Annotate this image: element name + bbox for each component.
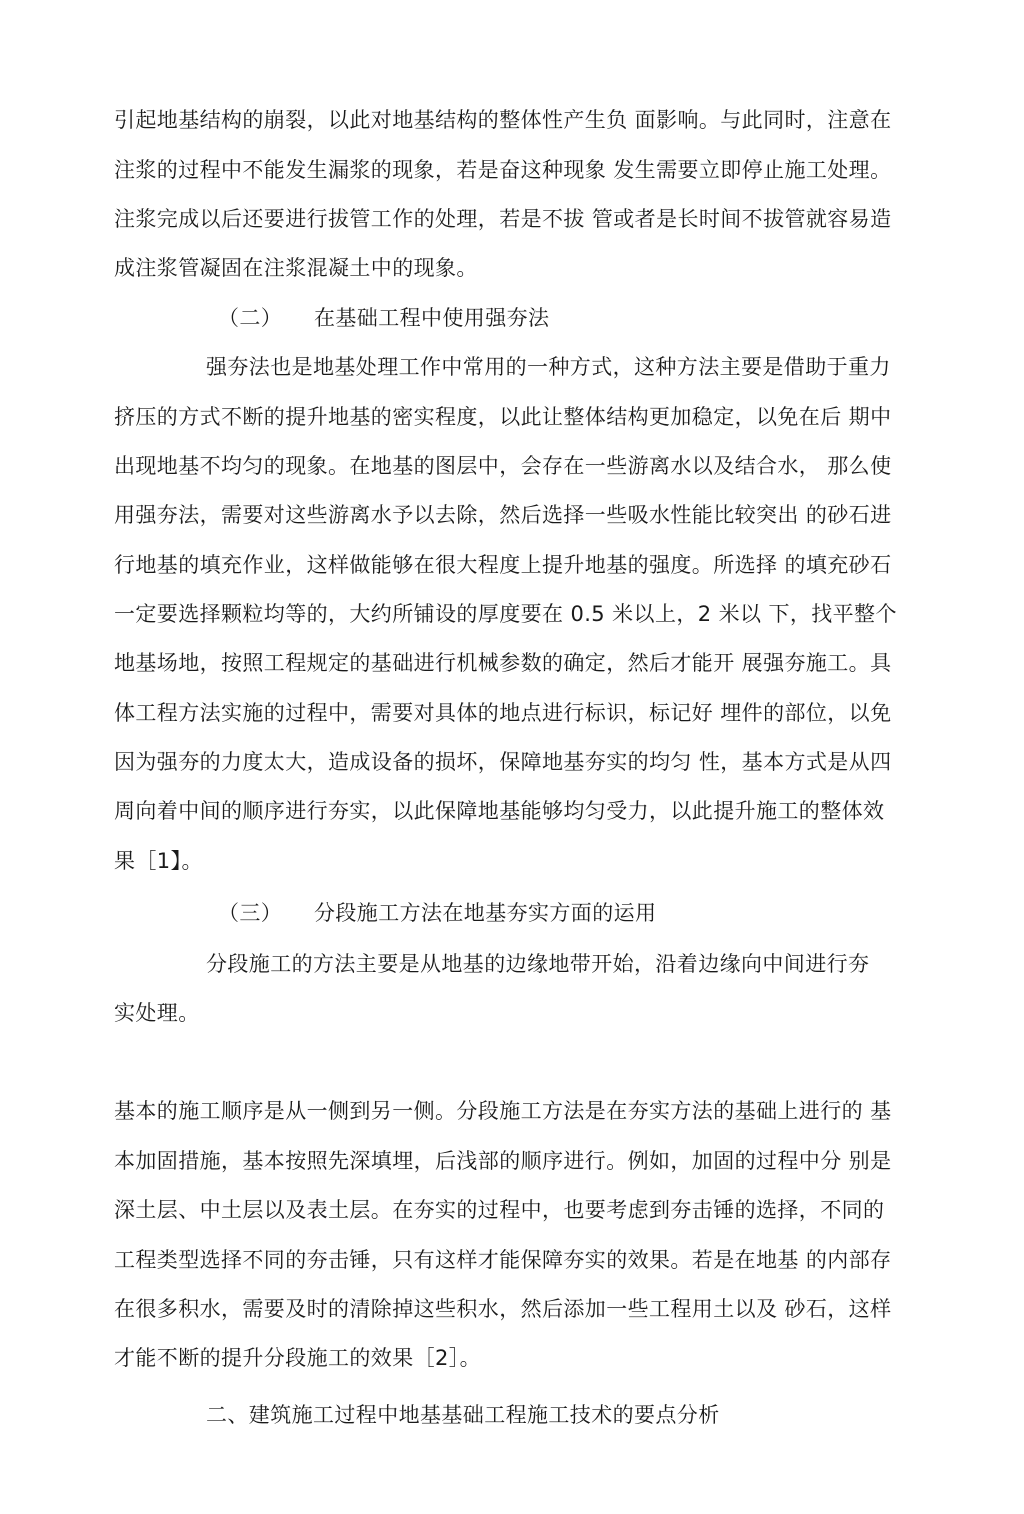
paragraph-4-line-2: 本加固措施，基本按照先深填埋，后浅部的顺序进行。例如，加固的过程中分 别是 xyxy=(114,1149,892,1173)
paragraph-2-line-3: 出现地基不均匀的现象。在地基的图层中，会存在一些游离水以及结合水， 那么使 xyxy=(114,454,892,478)
paragraph-3-line-1: 分段施工的方法主要是从地基的边缘地带开始，沿着边缘向中间进行夯 xyxy=(206,952,870,976)
subheading-2-number: （二） xyxy=(218,306,283,330)
section-heading: 二、建筑施工过程中地基基础工程施工技术的要点分析 xyxy=(206,1403,720,1427)
paragraph-2-line-5: 行地基的填充作业，这样做能够在很大程度上提升地基的强度。所选择 的填充砂石 xyxy=(114,553,892,577)
paragraph-2-line-8: 体工程方法实施的过程中，需要对具体的地点进行标识，标记好 埋件的部位，以免 xyxy=(114,701,892,725)
paragraph-2-line-1: 强夯法也是地基处理工作中常用的一种方式，这种方法主要是借助于重力 xyxy=(206,355,891,379)
paragraph-4-line-1: 基本的施工顺序是从一侧到另一侧。分段施工方法是在夯实方法的基础上进行的 基 xyxy=(114,1099,892,1123)
paragraph-2-line-10: 周向着中间的顺序进行夯实，以此保障地基能够均匀受力，以此提升施工的整体效 xyxy=(114,799,885,823)
subheading-2-title: 在基础工程中使用强夯法 xyxy=(314,306,550,330)
paragraph-2-line-2: 挤压的方式不断的提升地基的密实程度，以此让整体结构更加稳定，以免在后 期中 xyxy=(114,405,892,429)
paragraph-1-line-4: 成注浆管凝固在注浆混凝土中的现象。 xyxy=(114,256,478,280)
subheading-3 xyxy=(218,898,656,928)
paragraph-1-line-1: 引起地基结构的崩裂，以此对地基结构的整体性产生负 面影响。与此同时，注意在 xyxy=(114,108,892,132)
paragraph-1-line-2: 注浆的过程中不能发生漏浆的现象，若是奋这种现象 发生需要立即停止施工处理。 xyxy=(114,158,892,182)
subheading-3-title: 分段施工方法在地基夯实方面的运用 xyxy=(314,901,657,925)
paragraph-4-line-6: 才能不断的提升分段施工的效果［2］。 xyxy=(114,1346,482,1370)
paragraph-4-line-4: 工程类型选择不同的夯击锤，只有这样才能保障夯实的效果。若是在地基 的内部存 xyxy=(114,1248,892,1272)
paragraph-4-line-5: 在很多积水，需要及时的清除掉这些积水，然后添加一些工程用土以及 砂石，这样 xyxy=(114,1297,892,1321)
paragraph-1-line-3: 注浆完成以后还要进行拔管工作的处理，若是不拔 管或者是长时间不拔管就容易造 xyxy=(114,207,892,231)
paragraph-3-line-2: 实处理。 xyxy=(114,1001,200,1025)
paragraph-2-line-6: 一定要选择颗粒均等的，大约所铺设的厚度要在 0.5 米以上，2 米以 下，找平整个 xyxy=(114,602,897,626)
paragraph-2-line-4: 用强夯法，需要对这些游离水予以去除，然后选择一些吸水性能比较突出 的砂石进 xyxy=(114,503,892,527)
subheading-2 xyxy=(218,303,549,333)
paragraph-4-line-3: 深土层、中土层以及表土层。在夯实的过程中，也要考虑到夯击锤的选择，不同的 xyxy=(114,1198,885,1222)
paragraph-2-line-9: 因为强夯的力度太大，造成设备的损坏，保障地基夯实的均匀 性，基本方式是从四 xyxy=(114,750,892,774)
subheading-3-number: （三） xyxy=(218,901,283,925)
paragraph-2-line-7: 地基场地，按照工程规定的基础进行机械参数的确定，然后才能开 展强夯施工。具 xyxy=(114,651,892,675)
paragraph-2-line-11: 果［1】。 xyxy=(114,849,203,873)
